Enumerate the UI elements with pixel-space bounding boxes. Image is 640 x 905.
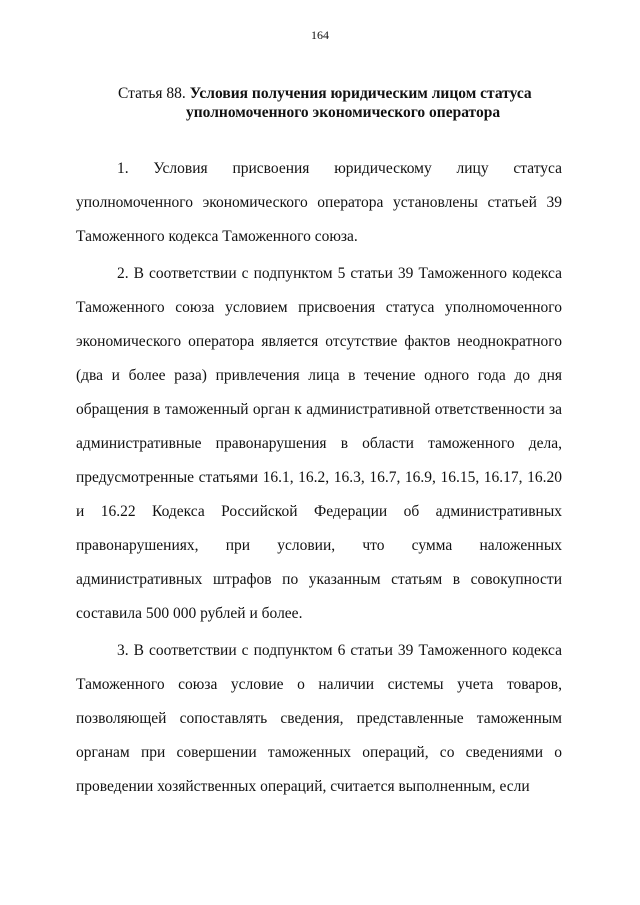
paragraph: 1. Условия присвоения юридическому лицу статуса уполномоченного экономического оператора установлены статьей 39 Таможенного кодекса Таможенного союза. bbox=[76, 160, 562, 245]
paragraph: 2. В соответствии с подпунктом 5 статьи 39 Таможенного кодекса Таможенного союза условием присвоения статуса уполномоченного экономического оператора является отсутствие фактов неоднократного (два и более раза) привлечения лица в течение одного года до дня обращения в таможенный орган к административной ответственности за административные правонарушения в области таможенного дела, предусмотренные статьями 16.1, 16.2, 16.3, 16.7, 16.9, 16.15, 16.17, 16.20 и 16.22 Кодекса Российской Федерации об административных правонарушениях, при условии, что сумма наложенных административных штрафов по указанным статьям в совокупности составила 500 000 рублей и более. bbox=[76, 265, 562, 622]
paragraph-3-block bbox=[76, 634, 562, 804]
article-heading bbox=[118, 84, 588, 122]
article-title-line2: уполномоченного экономического оператора bbox=[186, 104, 501, 121]
article-number: Статья 88. bbox=[118, 85, 186, 102]
paragraph: 3. В соответствии с подпунктом 6 статьи 39 Таможенного кодекса Таможенного союза условие о наличии системы учета товаров, позволяющей сопоставлять сведения, представленные таможенным органам при совершении таможенных операций, со сведениями о проведении хозяйственных операций, считается выполненным, если bbox=[76, 642, 562, 795]
paragraph-2-block bbox=[76, 257, 562, 631]
page-number: 164 bbox=[311, 28, 329, 42]
paragraph-1-block bbox=[76, 152, 562, 254]
article-title-line1: Условия получения юридическим лицом статуса bbox=[189, 85, 532, 102]
